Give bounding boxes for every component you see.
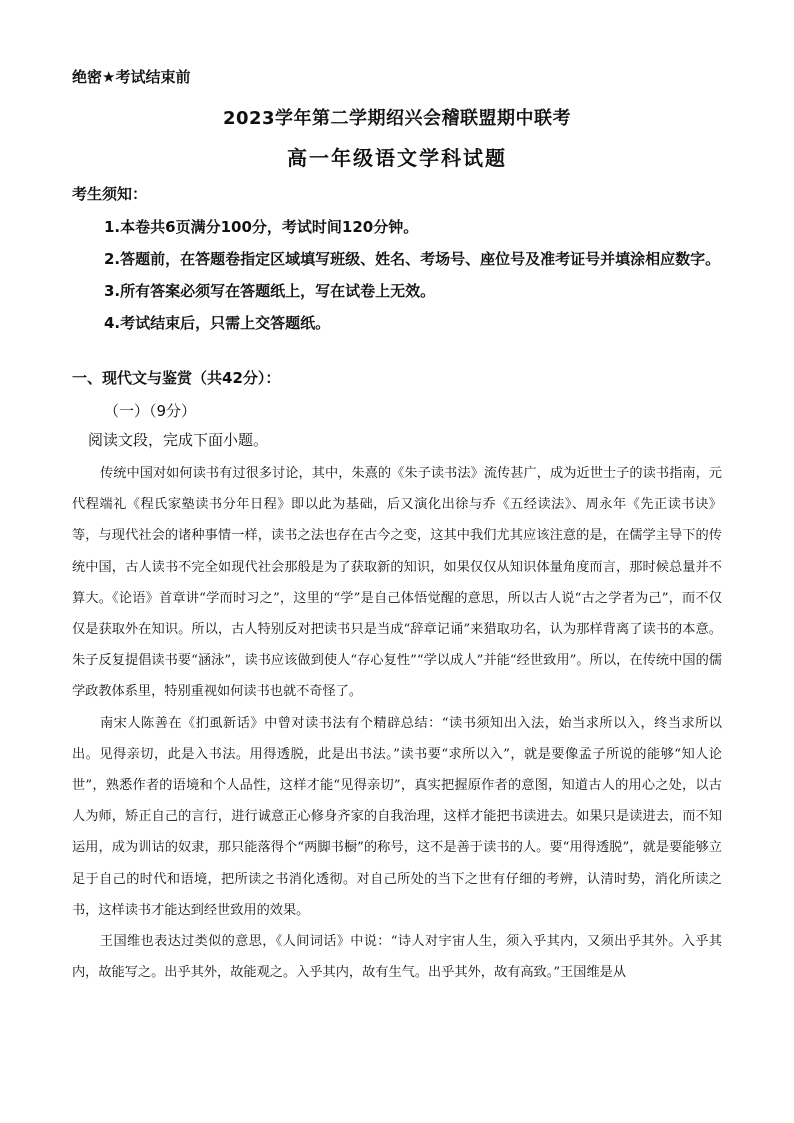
notice-item: 1.本卷共6页满分100分，考试时间120分钟。 <box>104 218 419 236</box>
section-heading: 一、现代文与鉴赏（共42分）： <box>72 369 281 387</box>
confidential-mark: 绝密★考试结束前 <box>72 68 191 86</box>
exam-subtitle: 高一年级语文学科试题 <box>287 146 507 170</box>
exam-title: 2023学年第二学期绍兴会稽联盟期中联考 <box>222 108 572 129</box>
reading-instruction: 阅读文段，完成下面小题。 <box>88 431 269 449</box>
reading-passage <box>72 458 722 988</box>
notice-item: 2.答题前，在答题卷指定区域填写班级、姓名、考场号、座位号及准考证号并填涂相应数字。 <box>104 250 721 268</box>
notice-item: 3.所有答案必须写在答题纸上，写在试卷上无效。 <box>104 282 436 300</box>
passage-paragraph: 南宋人陈善在《扪虱新话》中曾对读书法有个精辟总结：“读书须知出入法，始当求所以入，终当求所以出。见得亲切，此是入书法。用得透脱，此是出书法。”读书要“求所以入”，就是要像孟子所说的能够“知人论世”，熟悉作者的语境和个人品性，这样才能“见得亲切”，真实把握原作者的意图，知道古人的用心之处，以古人为师，矫正自己的言行，进行诚意正心修身齐家的自我治理，这样才能把书读进去。如果只是读进去，而不知运用，成为训诂的奴隶，那只能落得个“两脚书橱”的称号，这不是善于读书的人。要“用得透脱”，就是要能够立足于自己的时代和语境，把所读之书消化透彻。对自己所处的当下之世有仔细的考辨，认清时势，消化所读之书，这样读书才能达到经世致用的效果。 <box>72 715 722 918</box>
subsection-heading: （一）（9分） <box>104 402 197 420</box>
passage-paragraph: 传统中国对如何读书有过很多讨论，其中，朱熹的《朱子读书法》流传甚广，成为近世士子的读书指南，元代程端礼《程氏家塾读书分年日程》即以此为基础，后又演化出徐与乔《五经读法》、周永年《先正读书诀》等，与现代社会的诸种事情一样，读书之法也存在古今之变，这其中我们尤其应该注意的是，在儒学主导下的传统中国，古人读书不完全如现代社会那般是为了获取新的知识，如果仅仅从知识体量角度而言，那时候总量并不算大。《论语》首章讲“学而时习之”，这里的“学”是自己体悟觉醒的意思，所以古人说“古之学者为己”，而不仅仅是获取外在知识。所以，古人特别反对把读书只是当成“辞章记诵”来猎取功名，认为那样背离了读书的本意。朱子反复提倡读书要“涵泳”，读书应该做到使人“存心复性”“学以成人”并能“经世致用”。所以，在传统中国的儒学政教体系里，特别重视如何读书也就不奇怪了。 <box>72 466 722 700</box>
notice-list <box>72 211 722 339</box>
notice-heading: 考生须知： <box>72 185 148 203</box>
passage-paragraph: 王国维也表达过类似的意思，《人间词话》中说：“诗人对宇宙人生，须入乎其内，又须出乎其外。入乎其内，故能写之。出乎其外，故能观之。入乎其内，故有生气。出乎其外，故有高致。”王国维是从 <box>72 934 722 981</box>
notice-item: 4.考试结束后，只需上交答题纸。 <box>104 314 331 332</box>
